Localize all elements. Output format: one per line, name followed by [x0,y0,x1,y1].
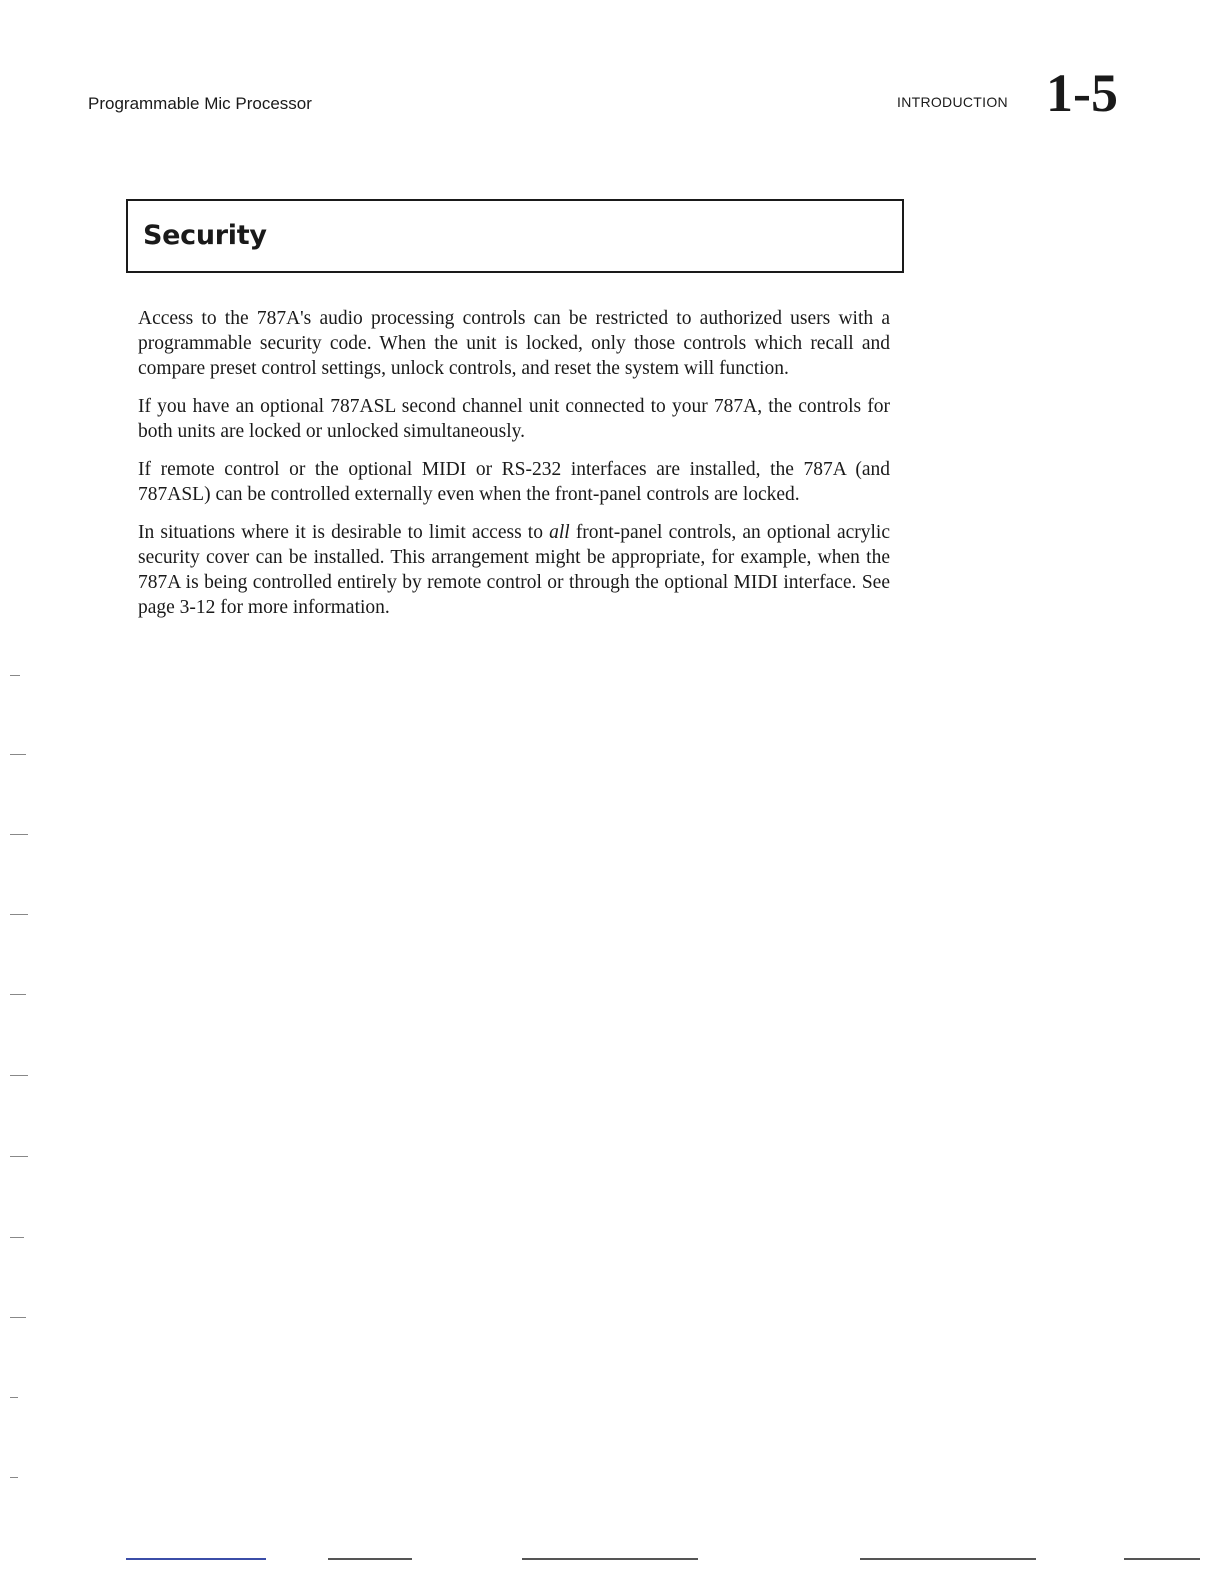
bottom-rule [860,1558,1036,1560]
margin-tick [10,1075,28,1076]
bottom-rule [328,1558,412,1560]
margin-tick [10,994,26,995]
running-title: Programmable Mic Processor [88,94,312,113]
margin-tick [10,1156,28,1157]
section-title-box [126,199,904,273]
bottom-rule [1124,1558,1200,1560]
margin-tick [10,754,26,755]
margin-tick [10,1317,26,1318]
paragraph-1: Access to the 787A's audio processing controls can be restricted to authorized users with a programmable security code. When the unit is locked, only those controls which recall and compare preset control settings, unlock controls, and reset the system will function. [138,308,890,379]
bottom-rule [522,1558,698,1560]
paragraph-4-start: In situations where it is desirable to limit access to [138,522,550,543]
paragraph-4 [138,520,890,620]
margin-tick [10,834,28,835]
section-label: INTRODUCTION [897,94,1008,110]
paragraph-3: If remote control or the optional MIDI or RS-232 interfaces are installed, the 787A (and 787ASL) can be controlled externally even when the front-panel controls are locked. [138,459,890,505]
margin-tick [10,914,28,915]
margin-tick [10,675,20,676]
margin-tick [10,1237,24,1238]
margin-tick [10,1477,18,1478]
paragraph-2: If you have an optional 787ASL second channel unit connected to your 787A, the controls for both units are locked or unlocked simultaneously. [138,396,890,442]
paragraph-4-emphasis: all [549,522,570,543]
section-title: Security [143,220,267,251]
page-number: 1-5 [1046,63,1118,123]
paragraph-4-end: front-panel controls, an optional acrylic security cover can be installed. This arrangement might be appropriate, for example, when the 787A is being controlled entirely by remote control or through the optional MIDI interface. See page 3-12 for more information. [138,522,890,618]
margin-tick [10,1397,18,1398]
bottom-rule [126,1558,266,1560]
body-text [138,306,890,633]
